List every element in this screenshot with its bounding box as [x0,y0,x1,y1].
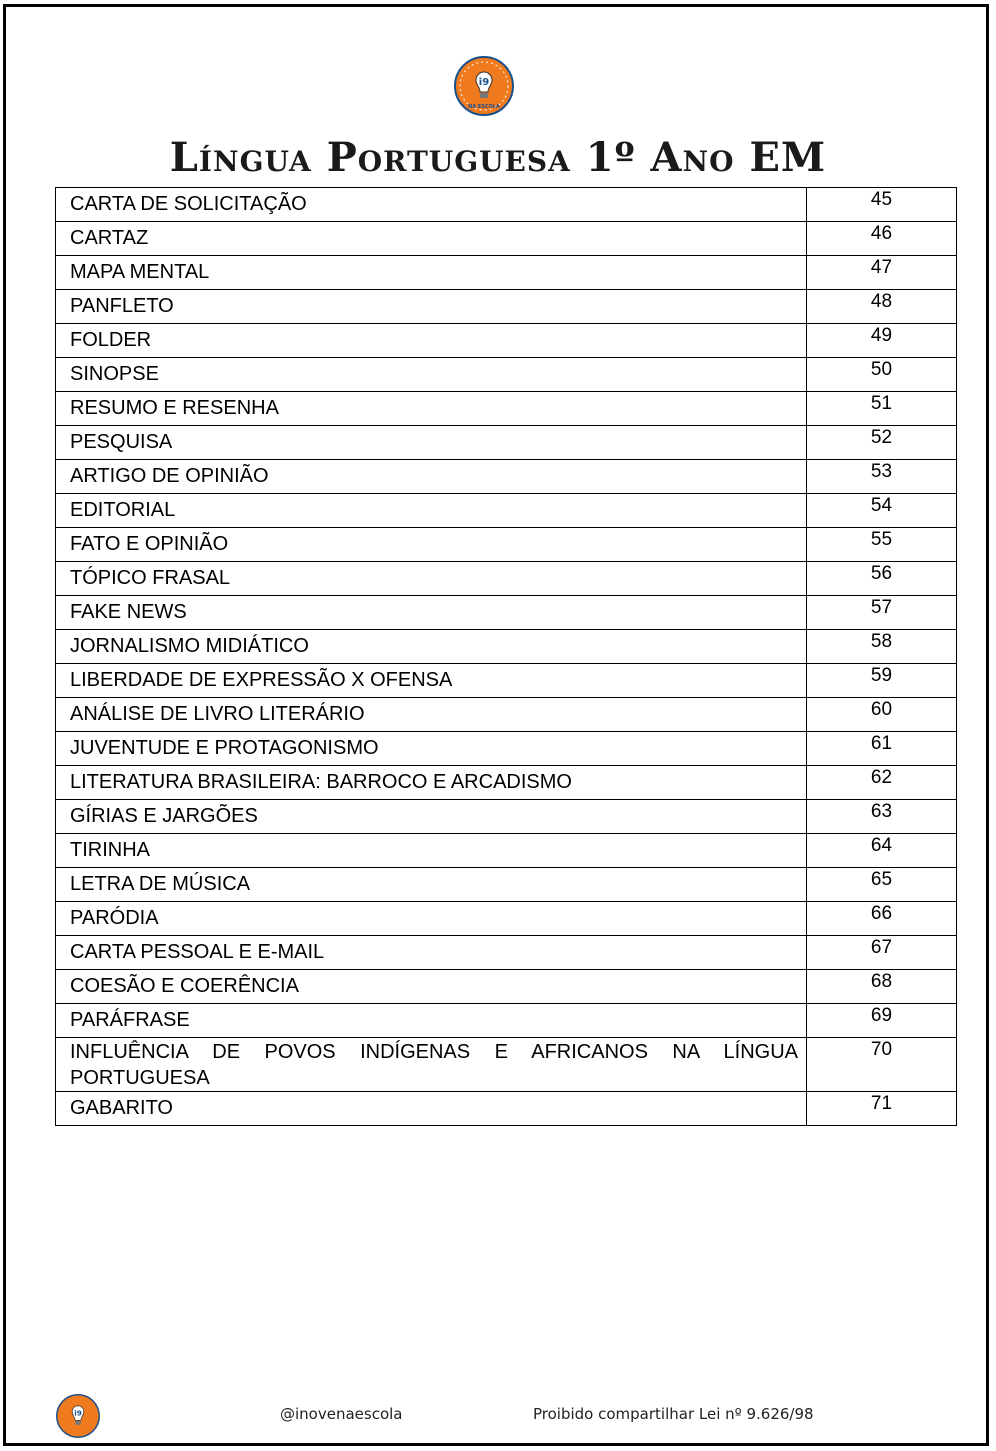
logo-caption: NA ESCOLA [468,104,500,110]
table-row [56,1038,957,1092]
toc-topic: JUVENTUDE E PROTAGONISMO [56,732,807,766]
table-row [56,392,957,426]
toc-topic: PANFLETO [56,290,807,324]
toc-topic: LETRA DE MÚSICA [56,868,807,902]
toc-page-number: 60 [807,698,957,732]
toc-page-number: 54 [807,494,957,528]
toc-topic: FAKE NEWS [56,596,807,630]
table-row [56,834,957,868]
toc-page-number: 56 [807,562,957,596]
toc-topic: JORNALISMO MIDIÁTICO [56,630,807,664]
table-row [56,358,957,392]
toc-topic: MAPA MENTAL [56,256,807,290]
toc-page-number: 68 [807,970,957,1004]
toc-topic: GÍRIAS E JARGÕES [56,800,807,834]
toc-topic: TIRINHA [56,834,807,868]
toc-page-number: 67 [807,936,957,970]
toc-page-number: 50 [807,358,957,392]
toc-topic: COESÃO E COERÊNCIA [56,970,807,1004]
logo-text: i9 [478,77,490,88]
table-row [56,902,957,936]
toc-topic: PARÓDIA [56,902,807,936]
toc-topic: CARTA DE SOLICITAÇÃO [56,188,807,222]
table-row [56,290,957,324]
table-row [56,664,957,698]
table-of-contents [55,187,957,1126]
toc-page-number: 71 [807,1092,957,1126]
page-title: Língua Portuguesa 1º Ano EM [169,134,827,181]
toc-page-number: 53 [807,460,957,494]
toc-page-number: 52 [807,426,957,460]
lightbulb-logo-icon [56,1394,100,1438]
toc-page-number: 45 [807,188,957,222]
table-row [56,868,957,902]
toc-topic: RESUMO E RESENHA [56,392,807,426]
toc-page-number: 64 [807,834,957,868]
table-row [56,222,957,256]
toc-page-number: 55 [807,528,957,562]
toc-topic: ARTIGO DE OPINIÃO [56,460,807,494]
table-row [56,562,957,596]
toc-topic: LIBERDADE DE EXPRESSÃO X OFENSA [56,664,807,698]
toc-topic: PARÁFRASE [56,1004,807,1038]
toc-page-number: 61 [807,732,957,766]
table-row [56,426,957,460]
toc-page-number: 48 [807,290,957,324]
toc-page-number: 63 [807,800,957,834]
toc-page-number: 58 [807,630,957,664]
logo-text: i9 [74,1408,82,1418]
table-row [56,494,957,528]
table-row [56,188,957,222]
toc-page-number: 69 [807,1004,957,1038]
toc-topic: SINOPSE [56,358,807,392]
table-row [56,800,957,834]
table-row [56,256,957,290]
footer-handle: @inovenaescola [280,1405,403,1423]
table-row [56,324,957,358]
toc-page-number: 51 [807,392,957,426]
toc-topic: INFLUÊNCIA DE POVOS INDÍGENAS E AFRICANOS NA LÍNGUA PORTUGUESA [56,1038,807,1092]
toc-topic: EDITORIAL [56,494,807,528]
table-row [56,970,957,1004]
toc-topic: TÓPICO FRASAL [56,562,807,596]
table-row [56,596,957,630]
toc-page-number: 47 [807,256,957,290]
toc-topic: GABARITO [56,1092,807,1126]
lightbulb-logo-icon [454,56,514,116]
toc-page-number: 65 [807,868,957,902]
toc-page-number: 57 [807,596,957,630]
table-row [56,732,957,766]
toc-page-number: 49 [807,324,957,358]
toc-topic: FATO E OPINIÃO [56,528,807,562]
table-row [56,1092,957,1126]
toc-topic: CARTA PESSOAL E E-MAIL [56,936,807,970]
toc-page-number: 70 [807,1038,957,1092]
table-row [56,698,957,732]
table-row [56,1004,957,1038]
toc-page-number: 59 [807,664,957,698]
toc-page-number: 66 [807,902,957,936]
toc-topic: ANÁLISE DE LIVRO LITERÁRIO [56,698,807,732]
table-row [56,630,957,664]
table-row [56,936,957,970]
toc-page-number: 62 [807,766,957,800]
toc-topic: FOLDER [56,324,807,358]
toc-topic: CARTAZ [56,222,807,256]
table-row [56,460,957,494]
toc-topic: LITERATURA BRASILEIRA: BARROCO E ARCADISMO [56,766,807,800]
toc-page-number: 46 [807,222,957,256]
footer-law: Proibido compartilhar Lei nº 9.626/98 [533,1405,814,1423]
table-row [56,766,957,800]
table-row [56,528,957,562]
toc-topic: PESQUISA [56,426,807,460]
